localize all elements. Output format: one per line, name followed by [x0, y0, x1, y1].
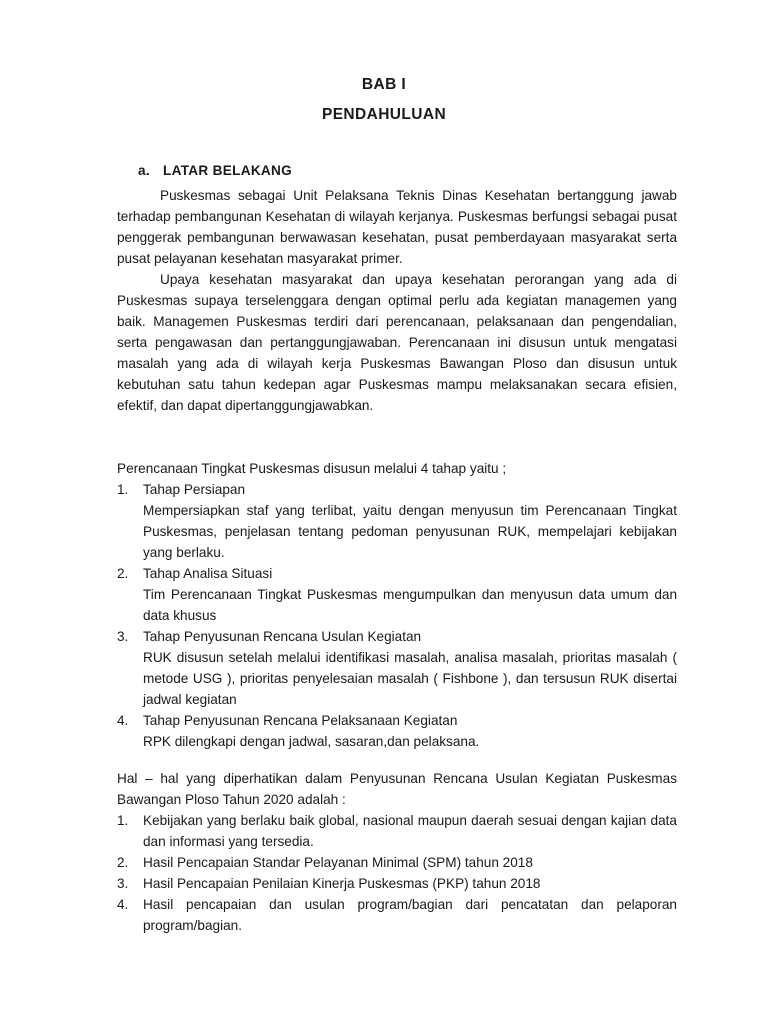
- considerations-section: [117, 768, 677, 936]
- considerations-intro: Hal – hal yang diperhatikan dalam Penyusunan Rencana Usulan Kegiatan Puskesmas Bawangan Ploso Tahun 2020 adalah :: [117, 771, 677, 807]
- list-number: 2.: [117, 855, 129, 870]
- stage-description: RUK disusun setelah melalui identifikasi masalah, analisa masalah, prioritas masalah ( metode USG ), prioritas penyelesaian masalah ( Fishbone ), dan tersusun RUK disertai jadwal kegiatan: [143, 650, 677, 707]
- list-number: 1.: [117, 813, 129, 828]
- considerations-list: [117, 810, 677, 936]
- list-number: 3.: [117, 629, 129, 644]
- section-letter: a.: [138, 163, 150, 178]
- section-title: LATAR BELAKANG: [163, 163, 293, 178]
- chapter-title: PENDAHULUAN: [321, 106, 447, 123]
- list-number: 4.: [117, 713, 129, 728]
- paragraph-1: Puskesmas sebagai Unit Pelaksana Teknis Dinas Kesehatan bertanggung jawab terhadap pembangunan Kesehatan di wilayah kerjanya. Puskesmas berfungsi sebagai pusat penggerak pembangunan berwawasan kesehatan, pusat pemberdayaan masyarakat serta pusat pelayanan kesehatan masyarakat primer.: [117, 188, 677, 266]
- list-item: [117, 810, 677, 852]
- consideration-text: Kebijakan yang berlaku baik global, nasional maupun daerah sesuai dengan kajian data dan informasi yang tersedia.: [143, 813, 677, 849]
- stages-intro: Perencanaan Tingkat Puskesmas disusun melalui 4 tahap yaitu ;: [117, 461, 507, 476]
- background-section: [117, 185, 677, 416]
- list-item: [117, 563, 677, 626]
- section-heading: [138, 163, 292, 178]
- stages-section: [117, 458, 677, 752]
- stages-list: [117, 479, 677, 752]
- list-number: 1.: [117, 482, 129, 497]
- list-item: [117, 626, 677, 710]
- stage-title: Tahap Persiapan: [143, 482, 246, 497]
- stage-title: Tahap Penyusunan Rencana Usulan Kegiatan: [143, 629, 422, 644]
- paragraph-2: Upaya kesehatan masyarakat dan upaya kesehatan perorangan yang ada di Puskesmas supaya terselenggara dengan optimal perlu ada kegiatan managemen yang baik. Managemen Puskesmas terdiri dari perencanaan, pelaksanaan dan pengendalian, serta pengawasan dan pertanggungjawaban. Perencanaan ini disusun untuk mengatasi masalah yang ada di wilayah kerja Puskesmas Bawangan Ploso dan disusun untuk kebutuhan satu tahun kedepan agar Puskesmas mampu melaksanakan secara efisien, efektif, dan dapat dipertanggungjawabkan.: [117, 272, 677, 413]
- list-item: [117, 894, 677, 936]
- stage-description: Tim Perencanaan Tingkat Puskesmas mengumpulkan dan menyusun data umum dan data khusus: [143, 587, 677, 623]
- stage-description: RPK dilengkapi dengan jadwal, sasaran,dan pelaksana.: [143, 734, 480, 749]
- consideration-text: Hasil Pencapaian Standar Pelayanan Minimal (SPM) tahun 2018: [143, 855, 533, 870]
- list-item: [117, 852, 677, 873]
- list-number: 3.: [117, 876, 129, 891]
- list-number: 4.: [117, 897, 129, 912]
- list-item: [117, 479, 677, 563]
- chapter-number: BAB I: [361, 76, 407, 93]
- list-item: [117, 873, 677, 894]
- list-number: 2.: [117, 566, 129, 581]
- list-item: [117, 710, 677, 752]
- stage-description: Mempersiapkan staf yang terlibat, yaitu dengan menyusun tim Perencanaan Tingkat Puskesmas, penjelasan tentang pedoman penyusunan RUK, mempelajari kebijakan yang berlaku.: [143, 503, 677, 560]
- consideration-text: Hasil pencapaian dan usulan program/bagian dari pencatatan dan pelaporan program/bagian.: [143, 897, 677, 933]
- stage-title: Tahap Penyusunan Rencana Pelaksanaan Kegiatan: [143, 713, 458, 728]
- consideration-text: Hasil Pencapaian Penilaian Kinerja Puskesmas (PKP) tahun 2018: [143, 876, 541, 891]
- stage-title: Tahap Analisa Situasi: [143, 566, 273, 581]
